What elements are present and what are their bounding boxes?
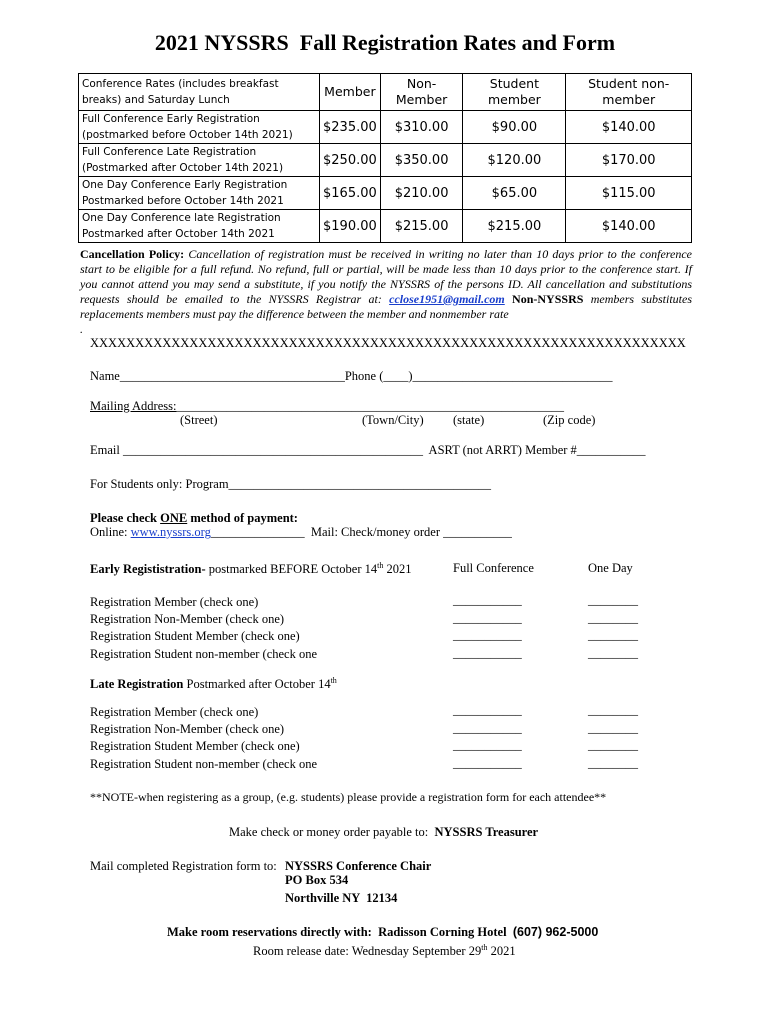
rate-cell: $250.00: [320, 144, 381, 177]
rate-cell: $215.00: [463, 210, 566, 243]
row-label: One Day Conference Early Registration Postmarked before October 14th 2021: [79, 177, 320, 210]
late-heading-bold: Late Registration: [90, 677, 184, 692]
hotel-phone: (607) 962-5000: [512, 925, 599, 939]
payment-heading-pre: Please check: [90, 511, 161, 525]
list-item: Registration Member (check one): [90, 705, 259, 719]
early-full-blank[interactable]: ___________: [453, 646, 522, 660]
col-one-day: One Day: [588, 561, 633, 575]
col-member: Member: [320, 74, 381, 111]
list-item: Registration Student Member (check one): [90, 739, 300, 753]
col-nonmember: Non-Member: [380, 74, 463, 111]
list-item: Registration Member (check one): [90, 595, 259, 609]
list-item: Registration Student Member (check one): [90, 629, 300, 643]
room-release-date: [253, 943, 516, 959]
list-item: Registration Student non-member (check one: [90, 757, 318, 771]
rate-cell: $140.00: [566, 111, 692, 144]
early-heading-sup: th: [377, 561, 384, 570]
street-label: (Street): [180, 413, 218, 427]
rate-cell: $165.00: [320, 177, 381, 210]
rates-header-row: [79, 74, 692, 111]
separator-line: XXXXXXXXXXXXXXXXXXXXXXXXXXXXXXXXXXXXXXXXXXXXXXXXXXXXXXXXXXXXXXXXXX: [90, 336, 686, 350]
table-row: [79, 177, 692, 210]
early-day-blank[interactable]: ________: [588, 646, 638, 660]
online-label: Online:: [90, 525, 131, 539]
rate-cell: $310.00: [380, 111, 463, 144]
rate-cell: $215.00: [380, 210, 463, 243]
list-item: Registration Non-Member (check one): [90, 612, 285, 626]
rates-header-label: Conference Rates (includes breakfast breaks) and Saturday Lunch: [79, 74, 320, 111]
late-day-blank[interactable]: ________: [588, 756, 638, 770]
online-blank[interactable]: _______________: [210, 525, 305, 539]
hotel-label: Make room reservations directly with: Radisson Corning Hotel: [167, 925, 513, 939]
rate-cell: $115.00: [566, 177, 692, 210]
col-full-conference: Full Conference: [453, 561, 534, 575]
cancellation-policy: [80, 247, 692, 337]
rates-table: [78, 73, 692, 243]
cancellation-text: Cancellation of registration must be received in writing no later than 10 days prior to the conference start to be eligible for a full refund. No refund, full or partial, will be made less than 10 days prior to the conference start. If you cannot attend you may send a substitute, if you notify the NYSSRS of the persons ID. All cancellation and substitutions requests should be emailed to the NYSSRS Registrar at:: [80, 247, 693, 306]
early-full-blank[interactable]: ___________: [453, 593, 522, 607]
early-heading-year: 2021: [383, 562, 412, 577]
early-registration-heading: [90, 561, 411, 577]
payment-heading: [90, 511, 298, 526]
town-label: (Town/City): [362, 413, 424, 427]
payable-line: [229, 825, 538, 840]
mailing-address-field[interactable]: [90, 399, 564, 414]
late-day-blank[interactable]: ________: [588, 703, 638, 717]
early-full-blank[interactable]: ___________: [453, 611, 522, 625]
registrar-email-link[interactable]: cclose1951@gmail.com: [389, 292, 505, 306]
payable-label: Make check or money order payable to:: [229, 825, 435, 839]
payment-heading-post: method of payment:: [187, 511, 298, 525]
rate-cell: $140.00: [566, 210, 692, 243]
col-student-nonmember: Student non-member: [566, 74, 692, 111]
mailing-address-line: ______________________________________________________________: [176, 399, 564, 413]
payable-treasurer: NYSSRS Treasurer: [434, 825, 539, 839]
payment-heading-one: ONE: [160, 511, 188, 525]
list-item: Registration Student non-member (check one: [90, 647, 318, 661]
group-note: **NOTE-when registering as a group, (e.g. students) please provide a registration form for each attendee**: [90, 790, 607, 804]
late-heading-rest: Postmarked after October 14: [183, 677, 331, 692]
table-row: [79, 210, 692, 243]
mail-label: Mail completed Registration form to:: [90, 859, 284, 873]
student-program-field[interactable]: For Students only: Program__________________________________________: [90, 477, 492, 491]
state-label: (state): [453, 413, 485, 427]
rate-cell: $120.00: [463, 144, 566, 177]
early-day-blank[interactable]: ________: [588, 611, 638, 625]
early-full-blank[interactable]: ___________: [453, 628, 522, 642]
late-heading-sup: th: [330, 676, 337, 685]
rate-cell: $235.00: [320, 111, 381, 144]
col-student: Student member: [463, 74, 566, 111]
early-day-blank[interactable]: ________: [588, 593, 638, 607]
rate-cell: $190.00: [320, 210, 381, 243]
late-full-blank[interactable]: ___________: [453, 703, 522, 717]
mail-address-line2: PO Box 534: [285, 873, 349, 887]
table-row: [79, 111, 692, 144]
rate-cell: $170.00: [566, 144, 692, 177]
mailing-address-label: Mailing Address:: [90, 399, 177, 413]
release-year: 2021: [487, 944, 516, 959]
cancellation-text-end: members substitutes replacements members must pay the difference between the member and nonmember rate: [80, 292, 692, 321]
nyssrs-website-link[interactable]: www.nyssrs.org: [130, 525, 211, 539]
page-title: 2021 NYSSRS Fall Registration Rates and Form: [154, 30, 616, 55]
early-day-blank[interactable]: ________: [588, 628, 638, 642]
late-day-blank[interactable]: ________: [588, 721, 638, 735]
mail-check-option[interactable]: Mail: Check/money order ___________: [304, 525, 512, 539]
late-registration-heading: [90, 676, 337, 692]
cancellation-dot: .: [80, 322, 83, 336]
release-pre: Room release date: Wednesday September 29: [253, 944, 482, 959]
release-sup: th: [481, 943, 488, 952]
late-day-blank[interactable]: ________: [588, 738, 638, 752]
rate-cell: $90.00: [463, 111, 566, 144]
mail-address-line3: Northville NY 12134: [285, 891, 398, 905]
row-label: One Day Conference late Registration Postmarked after October 14th 2021: [79, 210, 320, 243]
rate-cell: $65.00: [463, 177, 566, 210]
cancellation-heading: Cancellation Policy:: [80, 247, 185, 261]
table-row: [79, 144, 692, 177]
early-heading-rest: postmarked BEFORE October 14: [205, 562, 378, 577]
mail-address-line1: NYSSRS Conference Chair: [285, 859, 432, 873]
row-label: Full Conference Early Registration (postmarked before October 14th 2021): [79, 111, 320, 144]
payment-methods: [90, 525, 512, 540]
early-heading-bold: Early Regististration-: [90, 562, 206, 577]
hotel-reservation: [167, 925, 598, 940]
late-full-blank[interactable]: ___________: [453, 756, 522, 770]
rate-cell: $350.00: [380, 144, 463, 177]
list-item: Registration Non-Member (check one): [90, 722, 285, 736]
late-full-blank[interactable]: ___________: [453, 721, 522, 735]
cancellation-non-nyssrs: Non-NYSSRS: [504, 292, 584, 306]
zip-label: (Zip code): [543, 413, 596, 427]
rate-cell: $210.00: [380, 177, 463, 210]
name-phone-field[interactable]: Name____________________________________Phone (____)________________________________: [90, 369, 613, 383]
email-asrt-field[interactable]: Email ________________________________________________ ASRT (not ARRT) Member #___________: [90, 443, 646, 457]
late-full-blank[interactable]: ___________: [453, 738, 522, 752]
row-label: Full Conference Late Registration (Postmarked after October 14th 2021): [79, 144, 320, 177]
